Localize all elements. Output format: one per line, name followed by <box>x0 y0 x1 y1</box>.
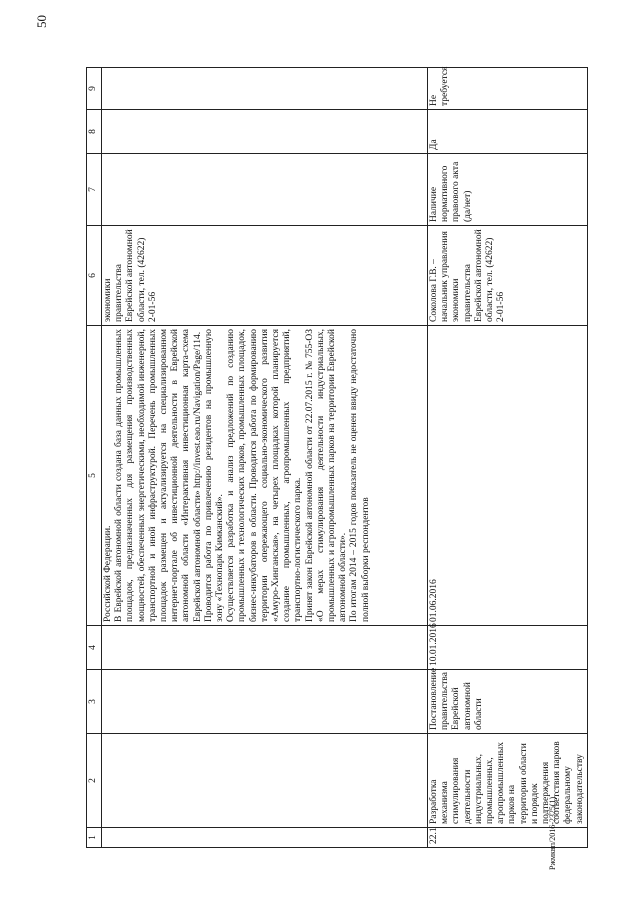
cell-measure <box>102 734 428 828</box>
cell-number: 22.1 <box>428 828 588 848</box>
result-paragraph: Российской Федерации. <box>103 525 113 622</box>
col-header: 6 <box>87 226 102 326</box>
col-header: 4 <box>87 626 102 670</box>
cell-document: Постановление правительства Еврейской автономной области <box>428 670 588 734</box>
cell-value: Да <box>428 110 588 154</box>
end-date-text: 01.06.2016 <box>429 579 439 622</box>
cell-responsible: экономики правительства Еврейской автономной области, тел. (42622) 2-01-56 <box>102 226 428 326</box>
plan-table <box>86 67 588 848</box>
cell-value <box>102 110 428 154</box>
cell-responsible: Соколова Г.В. – начальник управления экономики правительства Еврейской автономной области, тел. (42622) 2-01-56 <box>428 226 588 326</box>
col-header: 5 <box>87 326 102 626</box>
footer-code: Ржмквп/2016-2325(1) <box>548 796 557 870</box>
col-header: 9 <box>87 68 102 110</box>
cell-result <box>102 326 428 626</box>
cell-indicator <box>102 154 428 226</box>
cell-start-date: 10.01.2016 <box>428 626 588 670</box>
cell-number <box>102 828 428 848</box>
col-header: 8 <box>87 110 102 154</box>
col-header: 2 <box>87 734 102 828</box>
cell-indicator: Наличие нормативного правового акта (да/нет) <box>428 154 588 226</box>
col-header: 3 <box>87 670 102 734</box>
result-paragraph: По итогам 2014 – 2015 годов показатель не оценен ввиду недостаточно полной выборки респондентов <box>349 329 371 622</box>
result-paragraph: Принят закон Еврейской автономной области от 22.07.2015 г. № 755-ОЗ «О мерах стимулирования деятельности индустриальных, промышленных и агропромышленных парков на территории Еврейской автономной области». <box>304 329 349 622</box>
col-header: 1 <box>87 828 102 848</box>
rotated-table-wrapper <box>86 68 586 848</box>
table-row <box>102 68 428 848</box>
col-header: 7 <box>87 154 102 226</box>
result-paragraph: Проводится работа по привлечению резидентов на промышленную зону «Технопарк Кимканский». <box>203 329 226 622</box>
header-row <box>87 68 102 848</box>
result-paragraph: Осуществляется разработка и анализ предложений по созданию промышленных и технологических парков, промышленных площадок, бизнес-инкубаторов в области. Проводится работа по формированию территории опережающего социально-экономического развития «Амуро-Хинганская», на четырех площадках которой планируется создание промышленных, агропромышленных предприятий, транспортно-логистического парка. <box>226 329 304 622</box>
page-number: 50 <box>34 15 49 28</box>
result-paragraph: В Еврейской автономной области создана база данных промышленных площадок, предназначенных для размещения производственных мощностей, обеспеченных энергетическими, необходимой инженерной, транспортной и иной инфраструктурой. Перечень промышленных площадок размещен и актуализируется на специализированном интернет-портале об инвестиционной деятельности в Еврейской автономной области «Интерактивная инвестиционная карта-схема Еврейской автономной области» http://invest.eao.ru/Navigation/Page/114. <box>114 329 203 622</box>
table-row <box>428 68 588 848</box>
cell-end-date <box>428 326 588 626</box>
cell-document <box>102 670 428 734</box>
cell-measure: Разработка механизма стимулирования деятельности индустриальных, промышленных, агропромышленных парков на территории области и порядок подтверждения соответствия парков федеральному законодательству <box>428 734 588 828</box>
cell-start-date <box>102 626 428 670</box>
cell-note <box>102 68 428 110</box>
cell-note: Не требуется <box>428 68 588 110</box>
